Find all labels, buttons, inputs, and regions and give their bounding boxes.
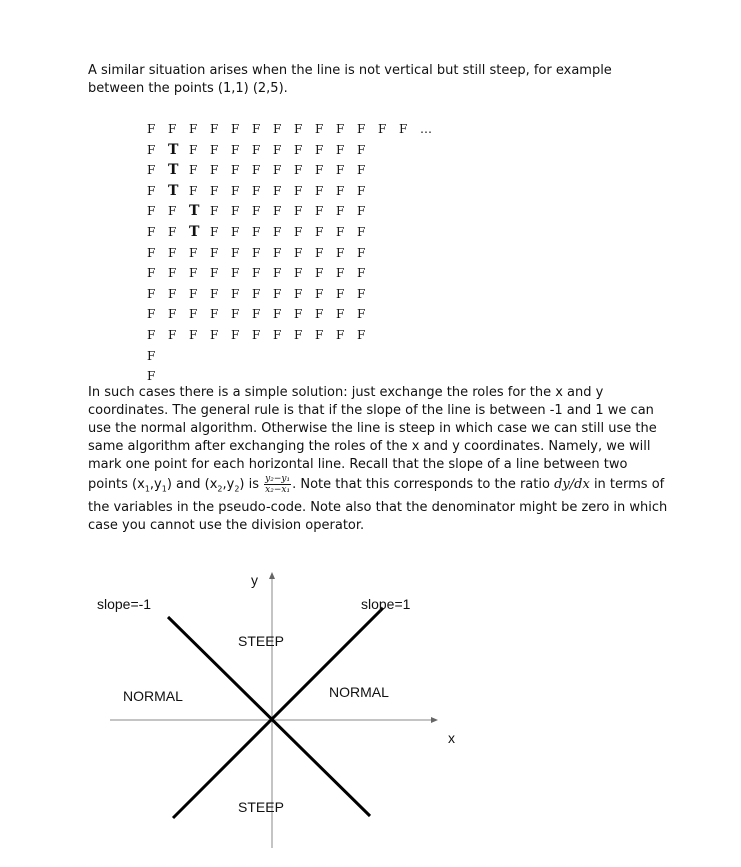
grid-cell: F: [315, 163, 324, 178]
grid-cell: T: [168, 162, 179, 179]
text-segment: in terms of the variables in the pseudo-code. Note also that the denominator might be zero in which case you cannot use the division operator.: [88, 477, 668, 533]
grid-cell: F: [210, 327, 219, 342]
grid-cell: F: [189, 142, 198, 157]
grid-cell: F: [189, 327, 198, 342]
grid-cell: F: [294, 163, 303, 178]
grid-cell: F: [210, 224, 219, 239]
grid-cell: F: [357, 266, 366, 281]
grid-cell: F: [252, 224, 261, 239]
grid-row: [147, 201, 441, 222]
grid-cell: F: [273, 163, 282, 178]
grid-cell: F: [273, 245, 282, 260]
grid-cell: T: [168, 141, 179, 158]
text-segment: In such cases there is a simple solution: just exchange the roles for the x and y coordinates. The general rule is that if the slope of the line is between -1 and 1 we can use the normal algorithm. Otherwise the line is steep in which case we can still use the same algorithm after exchanging the roles of the x and y coordinates. Namely, we will mark one point for each horizontal line. Recall that the slope of a line between two points (x: [88, 385, 657, 492]
intro-paragraph: A similar situation arises when the line is not vertical but still steep, for example between the points (1,1) (2,5).: [88, 63, 612, 96]
grid-cell: F: [294, 266, 303, 281]
grid-cell: F: [231, 327, 240, 342]
grid-cell: F: [210, 245, 219, 260]
grid-cell: F: [294, 224, 303, 239]
grid-cell: F: [336, 245, 345, 260]
grid-cell: F: [168, 122, 177, 136]
grid-cell: F: [252, 266, 261, 281]
grid-cell: F: [231, 245, 240, 260]
grid-cell: F: [147, 245, 156, 260]
grid-cell: F: [210, 307, 219, 322]
normal-region-left-label: NORMAL: [123, 688, 183, 704]
grid-cell: F: [189, 266, 198, 281]
grid-cell: F: [315, 327, 324, 342]
grid-row: [147, 119, 441, 140]
slope-fraction: [264, 474, 291, 495]
grid-cell: F: [357, 307, 366, 322]
grid-cell: F: [168, 204, 177, 219]
grid-cell: F: [315, 122, 324, 136]
grid-cell: F: [357, 183, 366, 198]
grid-cell: F: [294, 122, 303, 136]
slope-positive-label: slope=1: [361, 596, 411, 612]
grid-cell: F: [147, 204, 156, 219]
grid-cell: F: [252, 204, 261, 219]
grid-cell: F: [252, 122, 261, 136]
grid-cell: F: [336, 327, 345, 342]
slope-diagram: [0, 560, 741, 867]
grid-cell: F: [168, 286, 177, 301]
fraction-numerator: y₂−y₁: [265, 474, 291, 484]
subscript: 1: [161, 484, 167, 494]
steep-region-bottom-label: STEEP: [238, 799, 284, 815]
grid-cell: F: [273, 327, 282, 342]
grid-row: [147, 181, 441, 202]
grid-cell: F: [231, 122, 240, 136]
subscript: 2: [217, 484, 223, 494]
grid-cell: F: [294, 245, 303, 260]
grid-cell: F: [273, 204, 282, 219]
grid-cell: F: [252, 245, 261, 260]
grid-cell: F: [231, 163, 240, 178]
grid-row: [147, 346, 441, 367]
grid-cell: F: [231, 204, 240, 219]
text-segment: ) and (x: [166, 477, 218, 492]
grid-cell: F: [210, 163, 219, 178]
grid-cell: F: [147, 183, 156, 198]
grid-cell: F: [357, 245, 366, 260]
grid-cell: F: [147, 142, 156, 157]
grid-cell: F: [357, 122, 366, 136]
subscript: 2: [234, 484, 240, 494]
grid-cell: F: [294, 327, 303, 342]
grid-cell: F: [357, 327, 366, 342]
y-axis-label: y: [251, 572, 258, 588]
grid-cell: F: [210, 266, 219, 281]
grid-cell: F: [252, 327, 261, 342]
grid-cell: F: [378, 122, 387, 136]
grid-row: [147, 160, 441, 181]
grid-cell: F: [357, 142, 366, 157]
grid-cell: F: [294, 286, 303, 301]
grid-cell: F: [168, 224, 177, 239]
text-segment: .: [292, 477, 297, 492]
text-segment: ) is: [239, 477, 260, 492]
grid-cell: F: [399, 122, 408, 136]
subscript: 1: [144, 484, 150, 494]
grid-cell: F: [315, 307, 324, 322]
grid-cell: F: [147, 307, 156, 322]
grid-cell: F: [252, 183, 261, 198]
grid-cell: T: [168, 182, 179, 199]
grid-row: [147, 140, 441, 161]
grid-cell: F: [294, 204, 303, 219]
grid-cell: F: [357, 224, 366, 239]
grid-cell: F: [252, 142, 261, 157]
grid-cell: F: [294, 307, 303, 322]
grid-row: [147, 284, 441, 305]
grid-cell: F: [189, 183, 198, 198]
grid-cell: F: [210, 286, 219, 301]
text-segment: ,y: [222, 477, 235, 492]
grid-row: [147, 263, 441, 284]
grid-cell: F: [336, 286, 345, 301]
grid-cell: F: [210, 122, 219, 136]
grid-cell: F: [189, 307, 198, 322]
grid-cell: F: [294, 183, 303, 198]
grid-cell: F: [294, 142, 303, 157]
grid-row: [147, 222, 441, 243]
grid-cell: F: [231, 266, 240, 281]
grid-cell: F: [147, 266, 156, 281]
y-axis-arrowhead: [269, 572, 275, 579]
grid-cell: F: [336, 163, 345, 178]
grid-cell: F: [168, 327, 177, 342]
x-axis-label: x: [448, 730, 455, 746]
grid-cell: F: [147, 348, 156, 363]
text-segment: Note that this corresponds to the ratio: [300, 477, 550, 492]
ratio-expression: dy/dx: [554, 477, 590, 492]
grid-cell: F: [273, 286, 282, 301]
grid-cell: F: [273, 122, 282, 136]
grid-cell: F: [147, 163, 156, 178]
grid-cell: F: [273, 307, 282, 322]
grid-cell: F: [273, 266, 282, 281]
grid-cell: F: [336, 266, 345, 281]
boolean-grid: [147, 119, 441, 387]
grid-cell: F: [231, 224, 240, 239]
grid-cell: T: [189, 203, 200, 220]
text-segment: ,y: [149, 477, 162, 492]
explanation-paragraph: [88, 384, 668, 535]
grid-row: [147, 304, 441, 325]
grid-cell: F: [315, 183, 324, 198]
grid-cell: F: [189, 122, 198, 136]
grid-cell: F: [189, 163, 198, 178]
grid-cell: F: [336, 142, 345, 157]
grid-cell: F: [357, 286, 366, 301]
grid-cell: F: [315, 245, 324, 260]
grid-cell: F: [252, 163, 261, 178]
grid-cell: F: [336, 204, 345, 219]
grid-cell: F: [315, 204, 324, 219]
steep-region-top-label: STEEP: [238, 633, 284, 649]
x-axis-arrowhead: [431, 717, 438, 723]
grid-cell: F: [336, 307, 345, 322]
slope-negative-label: slope=-1: [97, 596, 152, 612]
grid-cell: F: [147, 369, 156, 384]
normal-region-right-label: NORMAL: [329, 684, 389, 700]
grid-cell: F: [231, 142, 240, 157]
grid-cell: F: [231, 286, 240, 301]
grid-cell: F: [210, 183, 219, 198]
grid-cell: …: [420, 122, 432, 136]
grid-cell: F: [336, 224, 345, 239]
grid-cell: F: [147, 224, 156, 239]
grid-cell: F: [189, 245, 198, 260]
grid-cell: F: [357, 204, 366, 219]
grid-cell: F: [147, 122, 156, 136]
grid-cell: F: [231, 307, 240, 322]
grid-cell: F: [252, 286, 261, 301]
grid-cell: F: [336, 183, 345, 198]
grid-cell: F: [210, 142, 219, 157]
grid-cell: F: [210, 204, 219, 219]
grid-cell: F: [147, 327, 156, 342]
fraction-denominator: x₂−x₁: [265, 485, 291, 495]
grid-cell: F: [273, 224, 282, 239]
grid-cell: F: [168, 307, 177, 322]
grid-cell: F: [336, 122, 345, 136]
grid-cell: F: [273, 183, 282, 198]
grid-cell: F: [315, 266, 324, 281]
grid-cell: F: [189, 286, 198, 301]
grid-cell: F: [231, 183, 240, 198]
grid-cell: F: [252, 307, 261, 322]
grid-cell: F: [315, 286, 324, 301]
grid-cell: F: [147, 286, 156, 301]
grid-cell: F: [315, 142, 324, 157]
grid-cell: F: [315, 224, 324, 239]
grid-cell: F: [168, 266, 177, 281]
grid-cell: F: [357, 163, 366, 178]
grid-row: [147, 325, 441, 346]
grid-cell: F: [168, 245, 177, 260]
grid-cell: T: [189, 223, 200, 240]
grid-row: [147, 243, 441, 264]
grid-cell: F: [273, 142, 282, 157]
